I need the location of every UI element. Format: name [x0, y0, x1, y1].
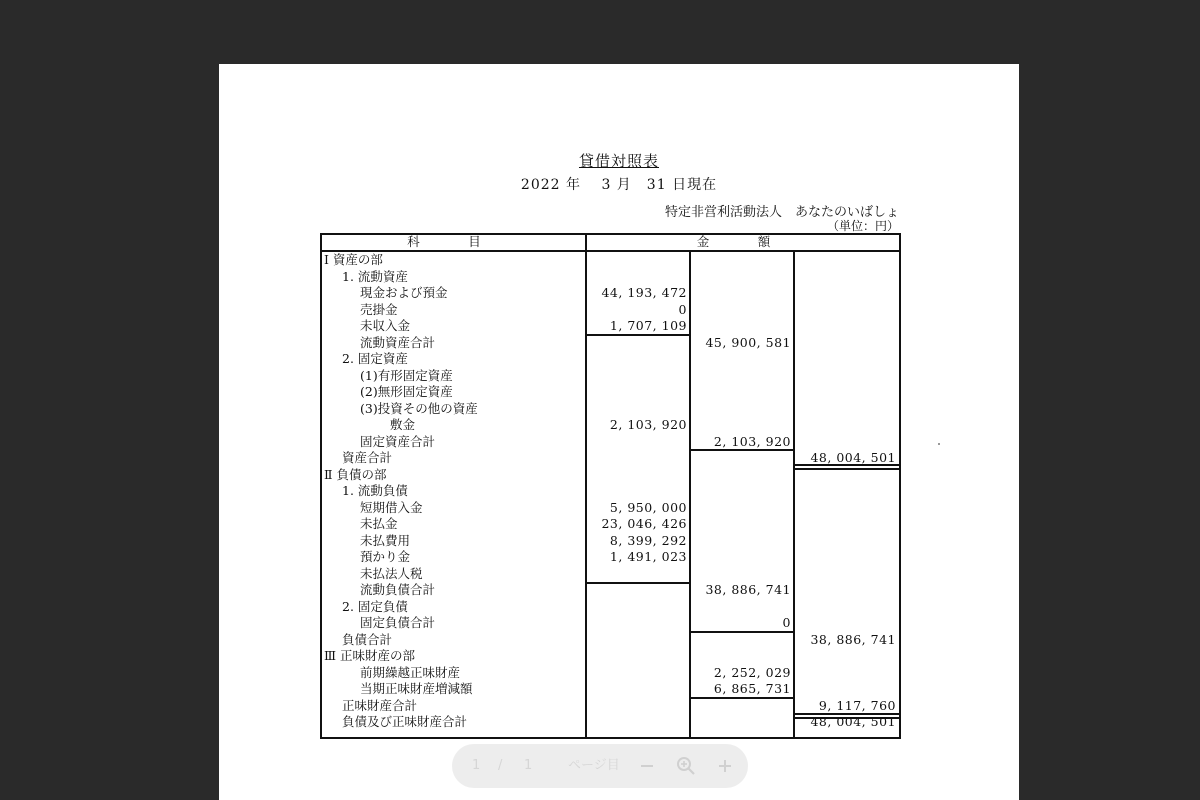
table-row [320, 582, 899, 599]
table-row [320, 615, 899, 632]
amount-c1: 8, 399, 292 [609, 532, 687, 548]
row-label: 1. 流動負債 [342, 483, 408, 498]
table-row [320, 516, 899, 533]
row-label: 短期借入金 [360, 499, 423, 515]
table-row [320, 467, 899, 484]
current-page-number[interactable]: 1 [472, 758, 481, 773]
amount-c1: 2, 103, 920 [609, 417, 687, 432]
row-label: 負債及び正味財産合計 [342, 714, 468, 729]
document-date: 2022 年 3 月 31 日現在 [520, 177, 718, 193]
table-row [320, 698, 899, 715]
row-label: Ⅱ 負債の部 [324, 466, 387, 482]
table-row [320, 285, 899, 302]
amount-c2: 6, 865, 731 [713, 681, 791, 696]
table-row [320, 269, 899, 286]
amount-c2: 0 [782, 615, 791, 630]
table-row [320, 417, 899, 434]
header-item: 科 目 [407, 234, 499, 249]
minus-icon[interactable] [638, 757, 656, 775]
table-row [320, 252, 899, 269]
row-label: Ⅲ 正味財産の部 [324, 648, 416, 663]
row-label: 現金および預金 [360, 285, 448, 300]
table-row [320, 665, 899, 682]
amount-c2: 38, 886, 741 [705, 582, 791, 597]
table-row [320, 351, 899, 368]
amount-c3: 9, 117, 760 [818, 697, 896, 713]
table-row [320, 632, 899, 649]
amount-c1: 1, 491, 023 [609, 549, 687, 564]
row-label: 2. 固定負債 [342, 598, 408, 614]
amount-c2: 2, 252, 029 [713, 664, 791, 680]
page-suffix-label: ページ目 [568, 758, 620, 773]
scan-speck [938, 443, 940, 445]
row-label: 資産合計 [342, 450, 393, 465]
table-row [320, 318, 899, 335]
amount-c3: 48, 004, 501 [810, 714, 896, 729]
row-label: 前期繰越正味財産 [360, 664, 461, 680]
table-row [320, 566, 899, 583]
row-label: 正味財産合計 [342, 697, 418, 713]
amount-c3: 48, 004, 501 [810, 450, 896, 465]
balance-sheet-table [320, 233, 899, 737]
total-pages: 1 [524, 758, 533, 773]
amount-c1: 0 [678, 301, 687, 317]
row-label: (2)無形固定資産 [360, 384, 453, 399]
row-label: 2. 固定資産 [342, 351, 408, 366]
row-label: 固定負債合計 [360, 615, 436, 630]
document-page [219, 64, 1019, 800]
amount-c1: 44, 193, 472 [601, 285, 687, 300]
row-label: 負債合計 [342, 631, 393, 647]
amount-c1: 1, 707, 109 [609, 318, 687, 333]
row-label: 未払法人税 [360, 565, 423, 581]
table-row [320, 434, 899, 451]
page-separator: / [498, 758, 503, 773]
row-label: 流動負債合計 [360, 582, 436, 597]
table-row [320, 450, 899, 467]
row-label: 未払費用 [360, 532, 411, 548]
table-row [320, 500, 899, 517]
amount-c3: 38, 886, 741 [810, 631, 896, 647]
table-row [320, 483, 899, 500]
unit-label: （単位：円） [826, 219, 899, 233]
table-row [320, 302, 899, 319]
row-label: 流動資産合計 [360, 334, 436, 350]
row-label: 預かり金 [360, 549, 411, 564]
row-label: 当期正味財産増減額 [360, 681, 473, 696]
magnifier-icon[interactable] [676, 756, 696, 776]
row-label: (1)有形固定資産 [360, 367, 453, 383]
table-row [320, 368, 899, 385]
row-label: Ⅰ 資産の部 [324, 252, 383, 267]
table-row [320, 714, 899, 731]
row-label: 固定資産合計 [360, 433, 436, 449]
table-row [320, 549, 899, 566]
table-row [320, 648, 899, 665]
row-label: 未収入金 [360, 318, 411, 333]
table-row [320, 681, 899, 698]
document-title: 貸借対照表 [578, 152, 659, 170]
organization-name: 特定非営利活動法人 あなたのいばしょ [664, 205, 899, 220]
table-row [320, 599, 899, 616]
plus-icon[interactable] [716, 757, 734, 775]
amount-c2: 2, 103, 920 [713, 433, 791, 449]
table-row [320, 533, 899, 550]
row-label: 敷金 [390, 417, 416, 432]
table-row [320, 401, 899, 418]
row-label: 売掛金 [360, 301, 398, 317]
row-label: (3)投資その他の資産 [360, 400, 478, 416]
row-label: 1. 流動資産 [342, 268, 408, 284]
table-row [320, 384, 899, 401]
amount-c1: 5, 950, 000 [609, 499, 687, 515]
amount-c1: 23, 046, 426 [601, 516, 687, 531]
header-amount: 金 額 [696, 234, 789, 249]
pdf-viewer-toolbar [452, 744, 748, 788]
amount-c2: 45, 900, 581 [705, 334, 791, 350]
table-row [320, 335, 899, 352]
row-label: 未払金 [360, 516, 398, 531]
